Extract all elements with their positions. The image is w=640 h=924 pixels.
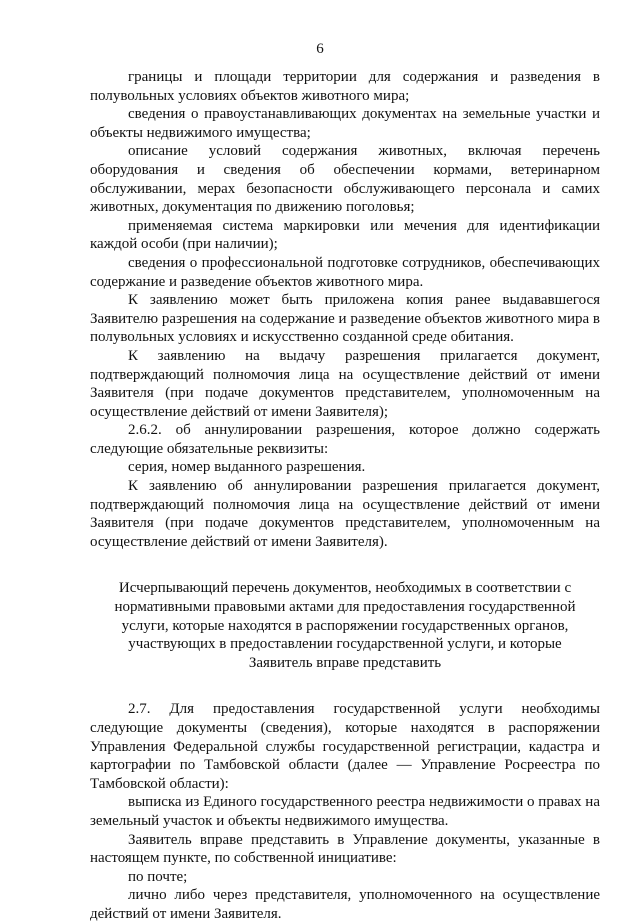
- paragraph: К заявлению об аннулировании разрешения прилагается документ, подтверждающий полномочия лица на осуществление действий от имени Заявителя (при подаче документов представителем, уполномоченным на осуществление действий от имени Заявителя).: [90, 478, 600, 550]
- paragraph: выписка из Единого государственного реестра недвижимости о правах на земельный участок и объекты недвижимого имущества.: [90, 794, 600, 829]
- section-heading: [90, 579, 600, 672]
- paragraph: по почте;: [128, 868, 188, 885]
- paragraph: границы и площади территории для содержания и разведения в полувольных условиях объектов животного мира;: [90, 69, 600, 104]
- heading-line: услуги, которые находятся в распоряжении государственных органов,: [121, 617, 569, 634]
- paragraph: Заявитель вправе представить в Управление документы, указанные в настоящем пункте, по собственной инициативе:: [90, 831, 600, 867]
- paragraph: 2.7. Для предоставления государственной услуги необходимы следующие документы (сведения), которые находятся в распоряжении Управления Федеральной службы государственной регистрации, кадастра и картографии по Тамбовской области (далее — Управление Росреестра по Тамбовской области):: [90, 701, 600, 792]
- paragraph: К заявлению может быть приложена копия ранее выдававшегося Заявителю разрешения на содержание и разведение объектов животного мира в полувольных условиях и искусственно созданной среде обитания.: [90, 292, 600, 346]
- heading-line: нормативными правовыми актами для предоставления государственной: [114, 599, 576, 616]
- heading-line: участвующих в предоставлении государственной услуги, и которые: [128, 636, 562, 653]
- page-number: 6: [316, 41, 324, 57]
- heading-line: Заявитель вправе представить: [248, 654, 442, 671]
- paragraph: применяемая система маркировки или мечения для идентификации каждой особи (при наличии);: [90, 217, 600, 253]
- paragraph: К заявлению на выдачу разрешения прилагается документ, подтверждающий полномочия лица на осуществление действий от имени Заявителя (при подаче документов представителем, уполномоченным на осуществление действий от имени Заявителя);: [90, 347, 600, 420]
- paragraph: серия, номер выданного разрешения.: [128, 459, 366, 476]
- paragraph: сведения о правоустанавливающих документах на земельные участки и объекты недвижимого имущества;: [90, 106, 600, 141]
- document-body: [90, 68, 600, 924]
- paragraph: 2.6.2. об аннулировании разрешения, которое должно содержать следующие обязательные реквизиты:: [90, 422, 600, 457]
- heading-line: Исчерпывающий перечень документов, необходимых в соответствии с: [118, 580, 572, 597]
- paragraph: лично либо через представителя, уполномоченного на осуществление действий от имени Заявителя.: [90, 887, 600, 922]
- paragraph: описание условий содержания животных, включая перечень оборудования и сведения об обеспечении кормами, ветеринарном обслуживании, мерах безопасности обслуживающего персонала и самих животных, документация по движению поголовья;: [90, 143, 600, 216]
- paragraph: сведения о профессиональной подготовке сотрудников, обеспечивающих содержание и разведение объектов животного мира.: [90, 254, 600, 290]
